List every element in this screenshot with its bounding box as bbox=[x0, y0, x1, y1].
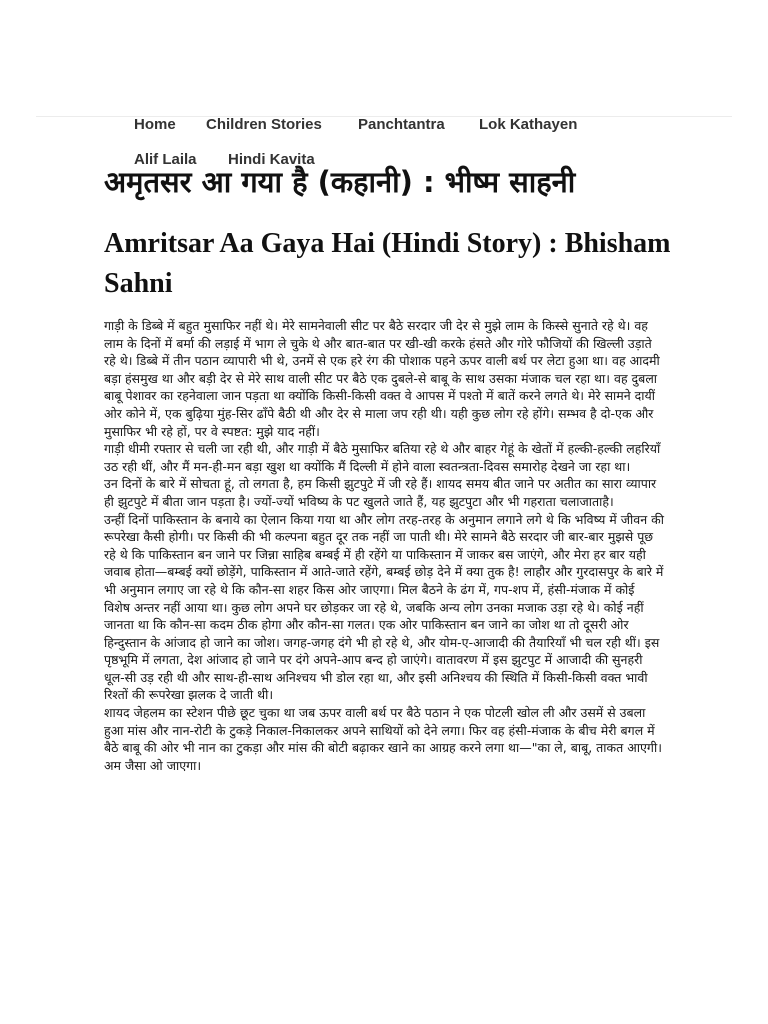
story-paragraph: शायद जेहलम का स्टेशन पीछे छूट चुका था जब ऊपर वाली बर्थ पर बैठे पठान ने एक पोटली खोल ली और उसमें से उबला हुआ मांस और नान-रोटी के टुकड़े निकाल-निकालकर अपने साथियों को देने लगा। फिर वह हंसी-मंजाक के बीच मेरी बगल में बैठे बाबू की ओर भी नान का टुकड़ा और मांस की बोटी बढ़ाकर खाने का आग्रह करने लगा था—"का ले, बाबू, ताकत आएगी। अम जैसा ओ जाएगा। bbox=[104, 705, 662, 773]
story-paragraph: उन्हीं दिनों पाकिस्तान के बनाये का ऐलान किया गया था और लोग तरह-तरह के अनुमान लगाने लगे थे कि भविष्य में जीवन की रूपरेखा कैसी होगी। पर किसी की भी कल्पना बहुत दूर तक नहीं जा पाती थी। मेरे सामने बैठे सरदार जी बार-बार मुझसे पूछ रहे थे कि पाकिस्तान बन जाने पर जिन्ना साहिब बम्बई में ही रहेंगे या पाकिस्तान में जाकर बस जाएंगे, और मेरा हर बार यही जवाब होता—बम्बई क्यों छोड़ेंगे, पाकिस्तान में आते-जाते रहेंगे, बम्बई छोड़ देने में क्या तुक है! लाहौर और गुरदासपुर के बारे में भी अनुमान लगाए जा रहे थे कि कौन-सा शहर किस ओर जाएगा। मिल बैठने के ढंग में, गप-शप में, हंसी-मंजाक में कोई विशेष अन्तर नहीं आया था। कुछ लोग अपने घर छोड़कर जा रहे थे, जबकि अन्य लोग उनका मजाक उड़ा रहे थे। कोई नहीं जानता था कि कौन-सा कदम ठीक होगा और कौन-सा गलत। एक ओर पाकिस्तान बन जाने का जोश था तो दूसरी ओर हिन्दुस्तान के आंजाद हो जाने का जोश। जगह-जगह दंगे भी हो रहे थे, और योम-ए-आजादी की तैयारियाँ भी चल रही थीं। इस पृष्ठभूमि में लगता, देश आंजाद हो जाने पर दंगे अपने-आप बन्द हो जाएंगे। वातावरण में इस झुटपुट में आजादी की सुनहरी धूल-सी उड़ रही थी और साथ-ही-साथ अनिश्चय भी डोल रहा था, और इसी अनिश्चय की स्थिति में किसी-किसी वक्त भावी रिश्तों की रूपरेखा झलक दे जाती थी। bbox=[104, 511, 664, 703]
nav-link-lok-kathayen[interactable]: Lok Kathayen bbox=[479, 116, 578, 133]
english-title: Amritsar Aa Gaya Hai (Hindi Story) : Bhisham Sahni bbox=[104, 228, 671, 299]
nav-link-children-stories[interactable]: Children Stories bbox=[206, 116, 322, 133]
hindi-title: अमृतसर आ गया है (कहानी) : भीष्म साहनी bbox=[104, 165, 576, 199]
story-paragraph: गाड़ी धीमी रफ्तार से चली जा रही थी, और गाड़ी में बैठे मुसाफिर बतिया रहे थे और बाहर गेहूं के खेतों में हल्की-हल्की लहरियाँ उठ रही थीं, और मैं मन-ही-मन बड़ा खुश था क्योंकि मैं दिल्ली में होने वाला स्वतन्त्रता-दिवस समारोह देखने जा रहा था। bbox=[104, 441, 661, 474]
nav-link-hindi-kavita[interactable]: Hindi Kavita bbox=[228, 151, 315, 168]
nav-link-alif-laila[interactable]: Alif Laila bbox=[134, 151, 197, 168]
nav-link-home[interactable]: Home bbox=[134, 116, 176, 133]
story-paragraph: गाड़ी के डिब्बे में बहुत मुसाफिर नहीं थे। मेरे सामनेवाली सीट पर बैठे सरदार जी देर से मुझे लाम के किस्से सुनाते रहे थे। वह लाम के दिनों में बर्मा की लड़ाई में भाग ले चुके थे और बात-बात पर खी-खी करके हंसते और गोरे फौजियों की खिल्ली उड़ाते रहे थे। डिब्बे में तीन पठान व्यापारी भी थे, उनमें से एक हरे रंग की पोशाक पहने ऊपर वाली बर्थ पर लेटा हुआ था। वह आदमी बड़ा हंसमुख था और बड़ी देर से मेरे साथ वाली सीट पर बैठे एक दुबले-से बाबू के साथ उसका मंजाक चल रहा था। वह दुबला बाबू पेशावर का रहनेवाला जान पड़ता था क्योंकि किसी-किसी वक्त वे आपस में पश्तो में बातें करने लगते थे। मेरे सामने दायीं ओर कोने में, एक बुढ़िया मुंह-सिर ढाँपे बैठी थी और देर से माला जप रही थी। यही कुछ लोग रहे होंगे। सम्भव है दो-एक और मुसाफिर भी रहे हों, पर वे स्पष्टत: मुझे याद नहीं। bbox=[104, 318, 660, 439]
story-paragraph: उन दिनों के बारे में सोचता हूं, तो लगता है, हम किसी झुटपुटे में जी रहे हैं। शायद समय बीत जाने पर अतीत का सारा व्यापार ही झुटपुटे में बीता जान पड़ता है। ज्यों-ज्यों भविष्य के पट खुलते जाते हैं, यह झुटपुटा और भी गहराता चलाजाताहै। bbox=[104, 476, 657, 509]
story-body bbox=[104, 317, 664, 774]
nav-link-panchtantra[interactable]: Panchtantra bbox=[358, 116, 445, 133]
